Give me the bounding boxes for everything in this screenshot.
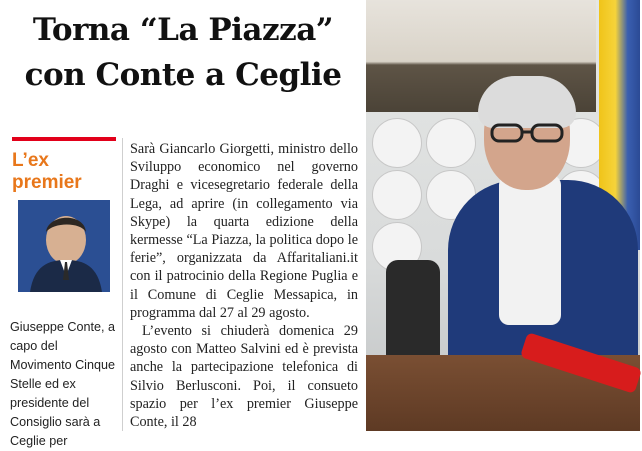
headline-line-2: con Conte a Ceglie bbox=[24, 57, 342, 93]
speaker-shirt bbox=[499, 175, 561, 325]
sponsor-logo-1 bbox=[372, 118, 422, 168]
sponsor-logo-3 bbox=[372, 170, 422, 220]
speaker-hair bbox=[478, 76, 576, 128]
sidebar-kicker bbox=[12, 150, 116, 194]
portrait-illustration bbox=[18, 200, 110, 292]
video-frame bbox=[366, 0, 640, 431]
portrait-photo bbox=[18, 200, 110, 292]
sponsor-logo-2 bbox=[426, 118, 476, 168]
column-divider bbox=[122, 138, 123, 431]
paragraph-2: L’evento si chiuderà domenica 29 agosto con Matteo Salvini ed è prevista anche la partecipazione telefonica di Silvio Berlusconi. Poi, il consueto spazio per l’ex premier Giuseppe Conte, il 28 bbox=[130, 323, 358, 431]
headline bbox=[0, 8, 366, 98]
sidebar-rule bbox=[12, 137, 116, 141]
sidebar-caption: Giuseppe Conte, a capo del Movimento Cinque Stelle ed ex presidente del Consiglio sarà a Ceglie per bbox=[10, 320, 116, 448]
paragraph-1: Sarà Giancarlo Giorgetti, ministro dello Sviluppo economico nel governo Draghi e vicesegretario federale della Lega, ad aprire (in collegamento via Skype) la quarta edizione della kermesse “La Piazza, la politica dopo le ferie”, organizzata da Affaritaliani.it con il patrocinio della Regione Puglia e il Comune di Ceglie Messapica, in programma dal 27 al 29 agosto. bbox=[130, 141, 358, 321]
headline-line-1: Torna “La Piazza” bbox=[32, 12, 334, 48]
article-body bbox=[130, 140, 358, 431]
kicker-line-2: premier bbox=[12, 172, 82, 193]
speaker-glasses bbox=[490, 122, 564, 144]
kicker-line-1: L’ex bbox=[12, 150, 49, 171]
